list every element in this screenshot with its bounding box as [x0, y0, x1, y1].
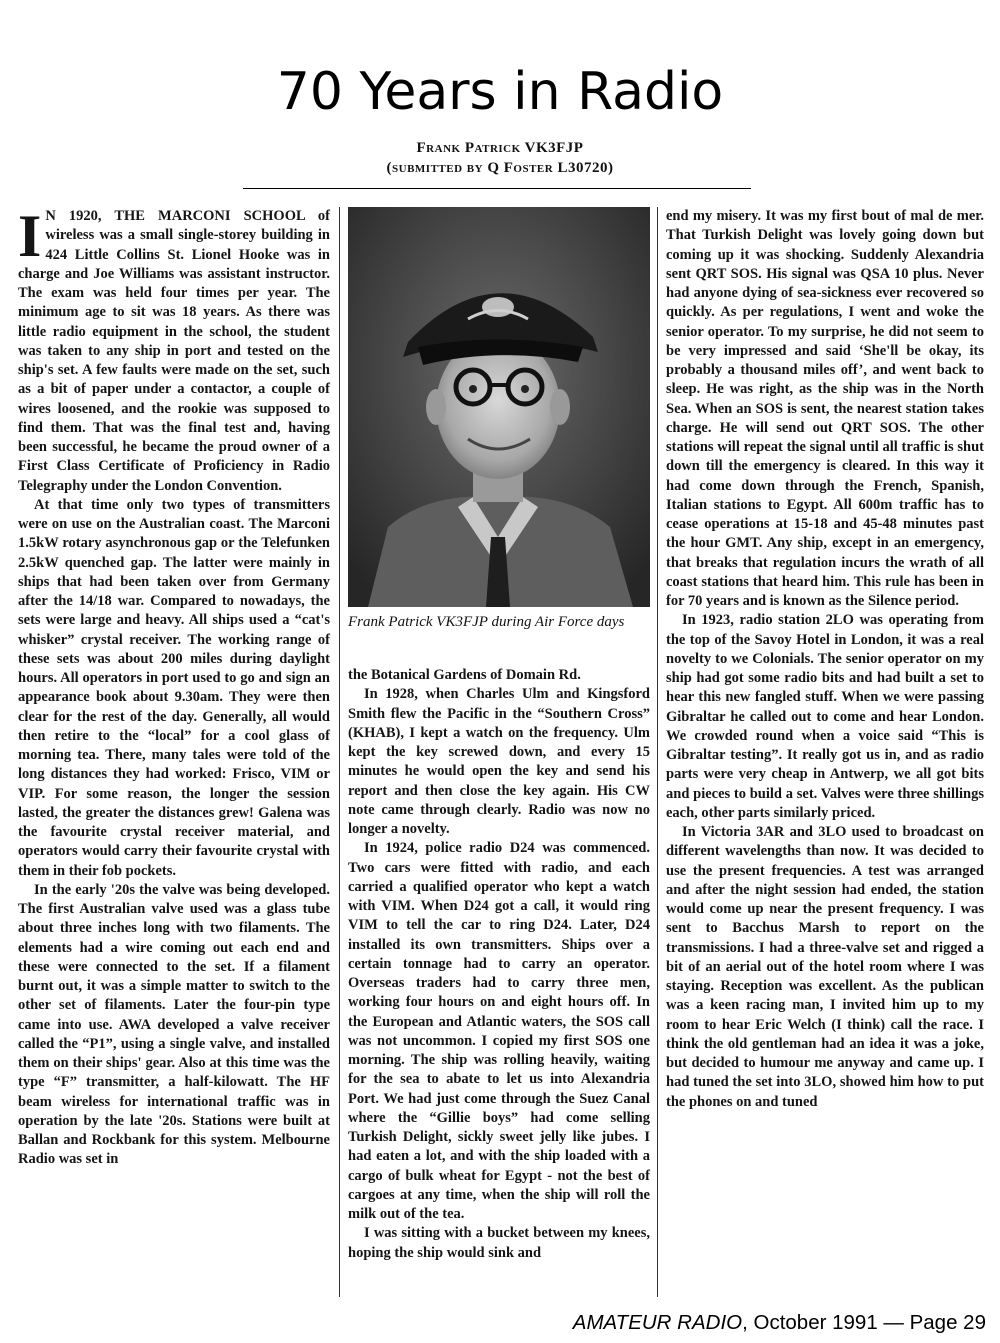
- issue-info: , October 1991 — Page 29: [742, 1311, 986, 1334]
- column-2: [348, 666, 650, 1263]
- column-divider: [339, 207, 340, 1297]
- article-title: 70 Years in Radio: [276, 62, 724, 122]
- paragraph: In 1928, when Charles Ulm and Kingsford Smith flew the Pacific in the “Southern Cross” (KHAB), I kept a watch on the frequency. Ulm kept the key screwed down, and every 15 minutes he would open the key and send his report and then close the key again. His CW note came through clearly. Radio was now no longer a novelty.: [348, 686, 650, 837]
- author-name: Frank Patrick VK3FJP: [416, 140, 584, 156]
- column-divider: [657, 207, 658, 1297]
- paragraph: In 1923, radio station 2LO was operating from the top of the Savoy Hotel in London, it was a real novelty to we Colonials. The senior operator on my ship had got some radio bits and had built a set to hear this new fangled stuff. When we were passing Gibraltar he called out to come and hear London. We crowded round when a voice said “This is Gibraltar testing”. It really got us in, and as radio parts were very cheap in Antwerp, we all got bits and pieces to build a set. Valves were three shillings each, other parts similarly priced.: [666, 612, 984, 821]
- portrait-illustration: [348, 207, 650, 607]
- drop-cap: I: [18, 203, 42, 269]
- paragraph: At that time only two types of transmitters were on use on the Australian coast. The Marconi 1.5kW rotary asynchronous gap or the Telefunken 2.5kW quenched gap. The latter were mainly in ships that had been taken over from Germany after the 14/18 war. Compared to nowadays, the sets were large and heavy. All ships used a “cat's whisker” crystal receiver. The working range of these sets was about 200 miles during daylight hours. All operators in port used to go and sign an appearance book about 9.30am. They were then clear for the rest of the day. Generally, all would then retire to the “local” for a cool glass of morning tea. There, many tales were told of the long distances they had worked: Frisco, VIM or VIP. For some reason, the longer the session lasted, the greater the distances grew! Galena was the favourite crystal receiver material, and operators would carry their favourite crystal with them in their fob pockets.: [18, 496, 330, 879]
- publication-name: AMATEUR RADIO: [572, 1311, 743, 1334]
- page-footer: [573, 1311, 986, 1335]
- paragraph: N 1920, THE MARCONI SCHOOL of wireless was a small single-storey building in 424 Little Collins St. Lionel Hooke was in charge and Joe Williams was assistant instructor. The exam was held four times per year. The minimum age to sit was 18 years. As there was little radio equipment in the school, the student was taken to any ship in port and tested on the ship's set. A few faults were made on the set, such as a bit of paper under a contactor, a couple of wires loosened, and the rookie was supposed to find them. That was the final test and, having been successful, he became the proud owner of a First Class Certificate of Proficiency in Radio Telegraphy under the London Convention.: [18, 208, 330, 494]
- paragraph: end my misery. It was my first bout of mal de mer. That Turkish Delight was lovely going down but coming up it was shocking. Suddenly Alexandria sent QRT SOS. His signal was QSA 10 plus. Never had anyone dying of sea-sickness ever recovered so quickly. As per regulations, I went and woke the senior operator. To my surprise, he did not seem to be very impressed and said ‘She'll be okay, its probably a thousand miles off’, and went back to sleep. He was right, as the ship was in the North Sea. When an SOS is sent, the nearest station takes charge. He will send out QRT SOS. The other stations will repeat the signal until all traffic is shut down till the emergency is cleared. In this way it had come down through the French, Spanish, Italian stations to Egypt. All 600m traffic has to cease operations at 15-18 and 45-48 minutes past the hour GMT. Any ship, except in an emergency, that breaks that regulation incurs the wrath of all coast stations that heard him. This rule has been in for 70 years and is known as the Silence period.: [666, 208, 984, 609]
- paragraph: In Victoria 3AR and 3LO used to broadcast on different wavelengths than now. It was decided to use the present frequencies. A test was arranged and after the night session had ended, the station would come up near the present frequency. I was sent to Bacchus Marsh to report on the transmissions. I had a three-valve set and rigged a bit of an aerial out of the hotel room where I was staying. Reception was excellent. As the publican was a keen racing man, I invited him up to my room to hear Eric Welch (I think) call the race. I think the old gentleman had an idea it was a joke, but decided to humour me anyway and came up. I had tuned the set into 3LO, showed him how to put the phones on and tuned: [666, 824, 984, 1110]
- photo-caption: Frank Patrick VK3FJP during Air Force days: [348, 614, 625, 630]
- paragraph: I was sitting with a bucket between my knees, hoping the ship would sink and: [348, 1225, 650, 1261]
- column-3: [666, 207, 984, 1112]
- submitted-by: (submitted by Q Foster L30720): [386, 160, 614, 176]
- paragraph: In 1924, police radio D24 was commenced. Two cars were fitted with radio, and each carried a qualified operator who kept a watch with VIM. When D24 got a call, it would ring VIM to tell the car to ring D24. Later, D24 installed its own transmitters. Ships over a certain tonnage had to carry an operator. Overseas traders had to carry three men, working four hours on and eight hours off. In the European and Atlantic waters, the SOS call was not uncommon. I copied my first SOS one morning. The ship was rolling heavily, waiting for the sea to abate to let us into Alexandria Port. We had just come through the Suez Canal where the “Gillie boys” had come selling Turkish Delight, sickly sweet jelly like jubes. I had eaten a lot, and with the ship loaded with a cargo of bulk wheat for Egypt - not the best of cargoes at any time, when the ship will roll the milk out of the tea.: [348, 840, 650, 1222]
- byline: [0, 138, 1000, 178]
- title-rule: [243, 188, 751, 189]
- portrait-photo: [348, 207, 650, 607]
- paragraph: In the early '20s the valve was being developed. The first Australian valve used was a glass tube about three inches long with two filaments. The elements had a wire coming out each end and these were connected to the set. If a filament burnt out, it was a simple matter to switch to the other set of filaments. Later the four-pin type came into use. AWA developed a valve receiver called the “P1”, using a single valve, and installed them on their ships' gear. Also at this time was the type “F” transmitter, a half-kilowatt. The HF beam wireless for international traffic was in operation by the late '20s. Stations were built at Ballan and Rockbank for this system. Melbourne Radio was set in: [18, 881, 330, 1168]
- paragraph: the Botanical Gardens of Domain Rd.: [348, 667, 581, 683]
- column-1: [18, 203, 330, 1170]
